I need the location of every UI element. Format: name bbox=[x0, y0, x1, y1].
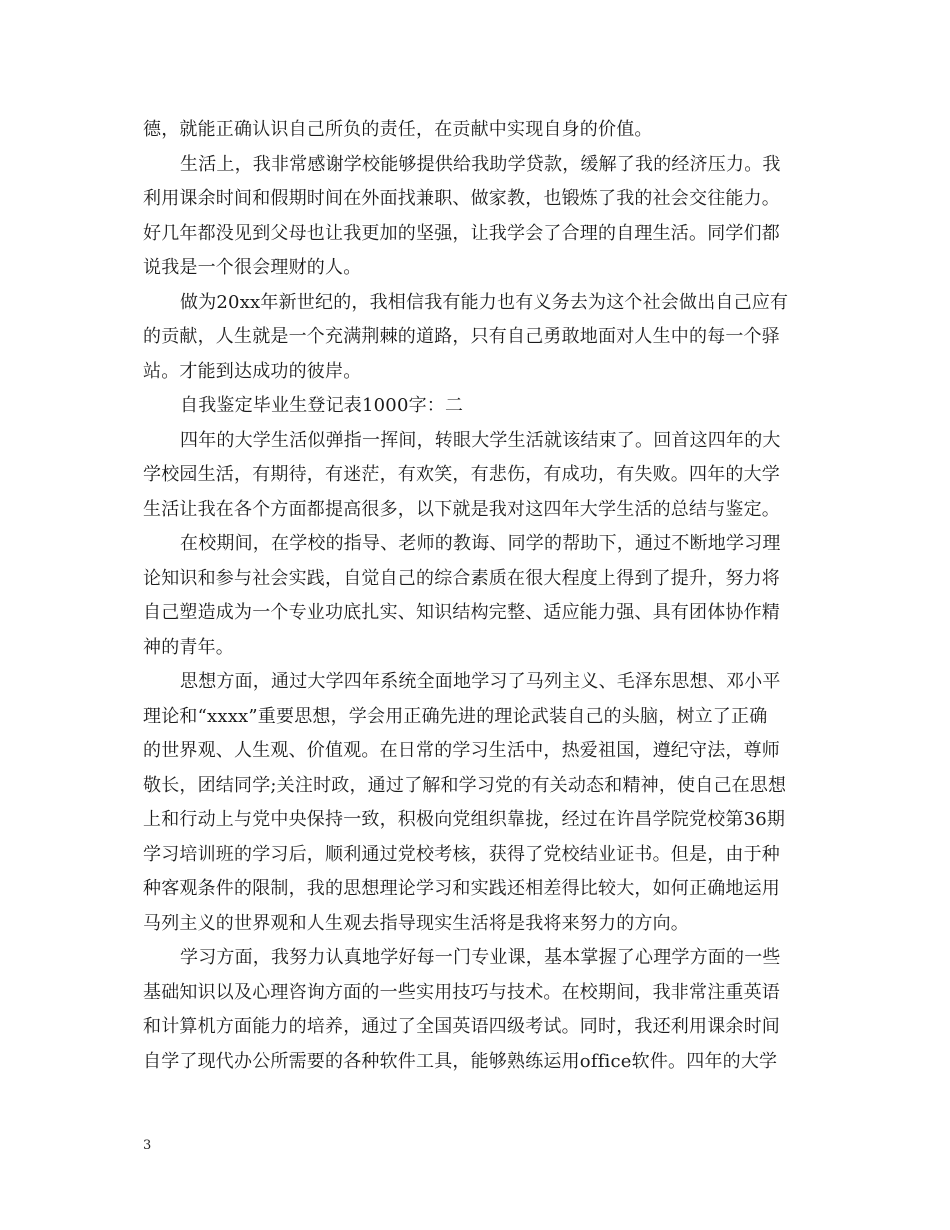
text-line: 种客观条件的限制，我的思想理论学习和实践还相差得比较大，如何正确地运用 bbox=[143, 878, 780, 899]
text-line: 敬长，团结同学;关注时政，通过了解和学习党的有关动态和精神，使自己在思想 bbox=[143, 774, 787, 796]
text-line: 上和行动上与党中央保持一致，积极向党组织靠拢，经过在许昌学院党校第36期 bbox=[143, 809, 786, 830]
text-line: 四年的大学生活似弹指一挥间，转眼大学生活就该结束了。回首这四年的大 bbox=[180, 429, 781, 451]
text-line: 德，就能正确认识自己所负的责任，在贡献中实现自身的价值。 bbox=[143, 119, 653, 140]
text-line: 思想方面，通过大学四年系统全面地学习了马列主义、毛泽东思想、邓小平 bbox=[180, 671, 781, 692]
page-number: 3 bbox=[143, 1138, 152, 1153]
text-line: 说我是一个很会理财的人。 bbox=[143, 257, 362, 278]
text-line: 做为20xx年新世纪的，我相信我有能力也有义务去为这个社会做出自己应有 bbox=[180, 291, 789, 313]
text-line: 学习方面，我努力认真地学好每一门专业课，基本掌握了心理学方面的一些 bbox=[180, 947, 781, 968]
text-line: 的世界观、人生观、价值观。在日常的学习生活中，热爱祖国，遵纪守法，尊师 bbox=[143, 740, 780, 761]
text-line: 生活上，我非常感谢学校能够提供给我助学贷款，缓解了我的经济压力。我 bbox=[180, 153, 781, 175]
document-body bbox=[143, 113, 811, 1079]
text-line: 好几年都没见到父母也让我更加的坚强，让我学会了合理的自理生活。同学们都 bbox=[143, 222, 780, 244]
text-line: 论知识和参与社会实践，自觉自己的综合素质在很大程度上得到了提升，努力将 bbox=[143, 567, 780, 589]
text-line: 学习培训班的学习后，顺利通过党校考核，获得了党校结业证书。但是，由于种 bbox=[143, 843, 780, 865]
text-line: 利用课余时间和假期时间在外面找兼职、做家教，也锻炼了我的社会交往能力。 bbox=[143, 188, 780, 209]
text-line: 自学了现代办公所需要的各种软件工具，能够熟练运用office软件。四年的大学 bbox=[143, 1050, 778, 1072]
text-line: 神的青年。 bbox=[143, 636, 234, 658]
text-line: 自己塑造成为一个专业功底扎实、知识结构完整、适应能力强、具有团体协作精 bbox=[143, 602, 780, 623]
text-line: 站。才能到达成功的彼岸。 bbox=[143, 360, 362, 382]
section-heading: 自我鉴定毕业生登记表1000字：二 bbox=[180, 395, 464, 416]
text-line: 和计算机方面能力的培养，通过了全国英语四级考试。同时，我还利用课余时间 bbox=[143, 1016, 780, 1037]
text-line: 生活让我在各个方面都提高很多，以下就是我对这四年大学生活的总结与鉴定。 bbox=[143, 498, 780, 520]
text-line: 理论和“xxxx”重要思想，学会用正确先进的理论武装自己的头脑，树立了正确 bbox=[143, 705, 768, 727]
text-line: 的贡献，人生就是一个充满荆棘的道路，只有自己勇敢地面对人生中的每一个驿 bbox=[143, 326, 780, 347]
text-line: 学校园生活，有期待，有迷茫，有欢笑，有悲伤，有成功，有失败。四年的大学 bbox=[143, 464, 780, 485]
text-line: 基础知识以及心理咨询方面的一些实用技巧与技术。在校期间，我非常注重英语 bbox=[143, 981, 780, 1003]
text-line: 马列主义的世界观和人生观去指导现实生活将是我将来努力的方向。 bbox=[143, 912, 689, 934]
text-line: 在校期间，在学校的指导、老师的教诲、同学的帮助下，通过不断地学习理 bbox=[180, 533, 781, 554]
